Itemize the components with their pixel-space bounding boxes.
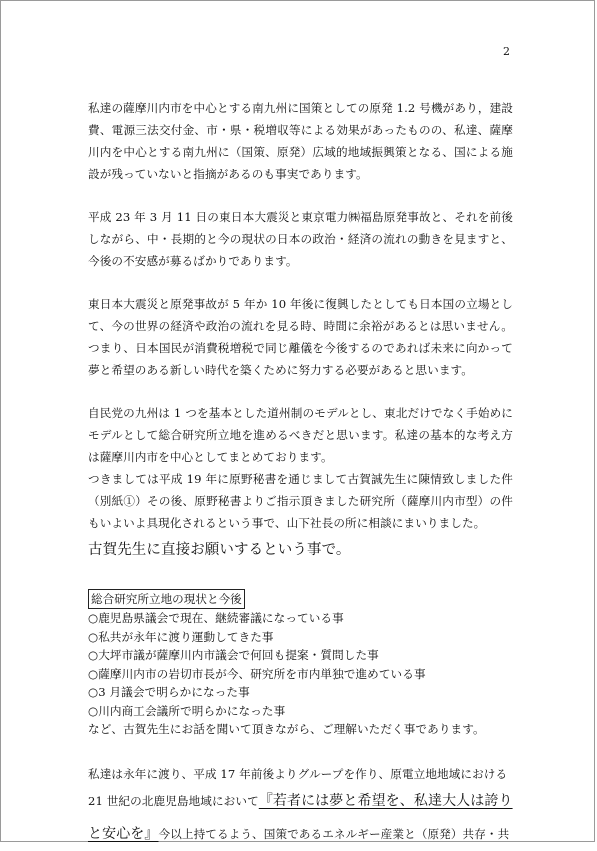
final-line-3 — [88, 818, 513, 851]
list-heading: 総合研究所立地の現状と今後 — [88, 589, 245, 609]
emphasized-slogan-part-1: 『若者には夢と希望を、私達大人は誇り — [258, 792, 513, 809]
list-item: ○川内商工会議所で明らかになった事 — [88, 703, 286, 718]
final-line-2-prefix: 21 世紀の北鹿児島地域において — [88, 793, 259, 808]
emphasized-slogan-part-2: と安心を』 — [88, 825, 159, 842]
list-item: ○私共が永年に渡り運動してきた事 — [88, 629, 274, 644]
page-number: 2 — [503, 45, 510, 58]
document-body — [88, 97, 513, 851]
list-item: ○3 月議会で明らかになった事 — [88, 685, 250, 699]
final-paragraph — [88, 763, 513, 851]
paragraph-1: 私達の薩摩川内市を中心とする南九州に国策としての原発 1.2 号機があり，建設費、電源三法交付金、市・県・税増収等による効果があったものの、私達、薩摩川内を中心とする南九州に（国策、原発）広域的地域振興策となる、国による施設が残っていないと指摘があるのも事実であります。 — [88, 101, 513, 181]
list-item: ○鹿児島県議会で現在、継続審議になっている事 — [88, 611, 344, 625]
paragraph-4: 自民党の九州は 1 つを基本とした道州制のモデルとし、東北だけでなく手始めにモデルとして総合研究所立地を進めるべきだと思います。私達の基本的な考え方は薩摩川内市を中心としてまとめております。 — [88, 406, 513, 464]
status-list — [88, 588, 513, 739]
paragraph-5: つきましては平成 19 年に原野秘書を通じまして古賀誠先生に陳情致しました件（別紙①）その後、原野秘書よりご指示頂きました研究所（薩摩川内市型）の件もいよいよ具現化されるという事で、山下社長の所に相談にまいりました。 — [88, 472, 513, 530]
list-closing: など、古賀先生にお話を聞いて頂きながら、ご理解いただく事であります。 — [88, 722, 485, 736]
request-statement: 古賀先生に直接お願いするという事で。 — [88, 542, 351, 558]
final-line-2 — [88, 785, 513, 818]
paragraph-3: 東日本大震災と原発事故が 5 年か 10 年後に復興したとしても日本国の立場として、今の世界の経済や政治の流れを見る時、時間に余裕があるとは思いません。つまり、日本国民が消費税増税で同じ離儀を今後するのであれば未来に向かって夢と希望のある新しい時代を築くために努力する必要があると思います。 — [88, 297, 513, 377]
list-heading-wrapper — [88, 588, 513, 609]
final-line-3-suffix: 今以上持てるよう、国策であるエネルギー産業と（原発）共存・共 — [158, 826, 510, 841]
final-line-1: 私達は永年に渡り、平成 17 年前後よりグループを作り、原電立地地域における — [88, 766, 508, 781]
paragraph-2: 平成 23 年 3 月 11 日の東日本大震災と東京電力㈱福島原発事故と、それを前後しながら、中・長期的と今の現状の日本の政治・経済の流れの動きを見ますと、今後の不安感が募るばかりであります。 — [88, 210, 513, 268]
list-item: ○薩摩川内市の岩切市長が今、研究所を市内単独で進めている事 — [88, 666, 426, 681]
list-item: ○大坪市議が薩摩川内市議会で何回も提案・質問した事 — [88, 648, 379, 662]
